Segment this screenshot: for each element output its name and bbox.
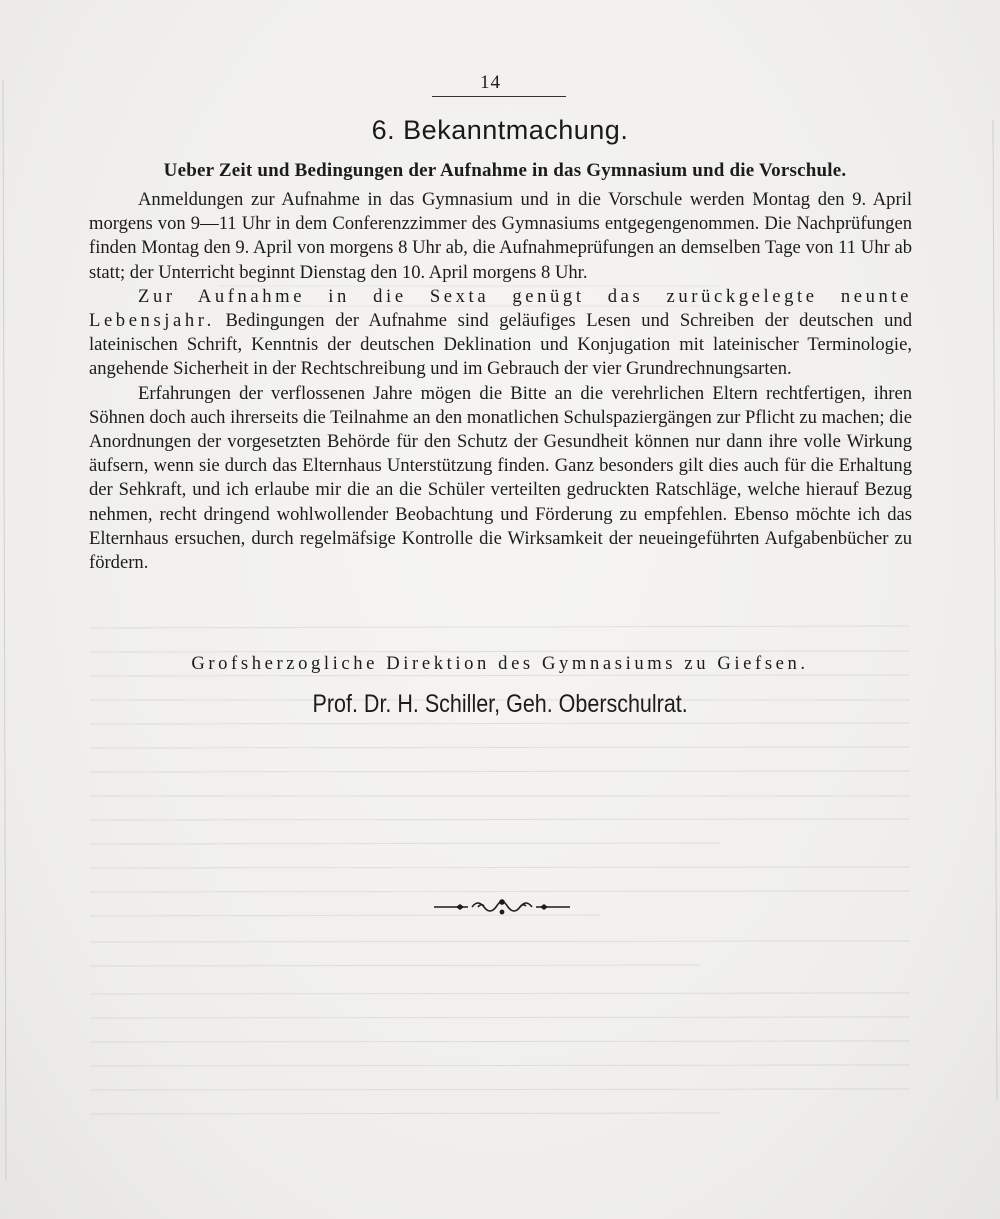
- signature-line: [0, 690, 1000, 719]
- page-number: 14: [480, 72, 501, 93]
- directorate-line: Grofsherzogliche Direktion des Gymnasiums zu Giefsen.: [191, 653, 809, 674]
- signature-text: Prof. Dr. H. Schiller, Geh. Oberschulrat.: [312, 690, 688, 718]
- body-text: [89, 188, 912, 575]
- section-subheading: Ueber Zeit und Bedingungen der Aufnahme in das Gymnasium und die Vorschule.: [163, 160, 847, 181]
- paragraph-parent-request: Erfahrungen der verflossenen Jahre mögen die Bitte an die verehrlichen Eltern rechtfertigen, ihren Söhnen doch auch ihrerseits die Teilnahme an den monatlichen Schulspaziergängen zur Pflicht zu machen; die Anordnungen der vorgesetzten Behörde für den Schutz der Gesundheit können nur dann ihre volle Wirkung äufsern, wenn sie durch das Elternhaus Unterstützung finden. Ganz besonders gilt dies auch für die Erhaltung der Sehkraft, und ich erlaube mir die an die Schüler verteilten gedruckten Ratschläge, welche hierauf Bezug nehmen, recht dringend wohlwollender Beobachtung und Förderung zu empfehlen. Ebenso möchte ich das Elternhaus ersuchen, durch regelmäfsige Kontrolle die Wirksamkeit der neueingeführten Aufgabenbücher zu fördern.: [89, 382, 912, 574]
- spaced-emphasis: Zur Aufnahme in die Sexta genügt das zurückgelegte neunte Lebensjahr.: [89, 285, 912, 332]
- paragraph-registration: Anmeldungen zur Aufnahme in das Gymnasium und in die Vorschule werden Montag den 9. April morgens von 9—11 Uhr in dem Conferenzzimmer des Gymnasiums entgegengenommen. Die Nachprüfungen finden Montag den 9. April von morgens 8 Uhr ab, die Aufnahmeprüfungen an demselben Tage von 11 Uhr ab statt; der Unterricht beginnt Dienstag den 10. April morgens 8 Uhr.: [89, 189, 912, 283]
- paragraph-admission-requirements: [89, 285, 912, 382]
- paragraph-admission-rest: Bedingungen der Aufnahme sind geläufiges Lesen und Schreiben der deutschen und lateinischen Schrift, Kenntnis der deutschen Deklination und Konjugation mit lateinischer Terminologie, angehende Sicherheit in der Rechtschreibung und im Gebrauch der vier Grundrechnungsarten.: [89, 310, 912, 380]
- page-number-rule: [432, 96, 566, 97]
- decorative-ornament-icon: [432, 896, 572, 918]
- section-heading: 6. Bekanntmachung.: [371, 115, 629, 145]
